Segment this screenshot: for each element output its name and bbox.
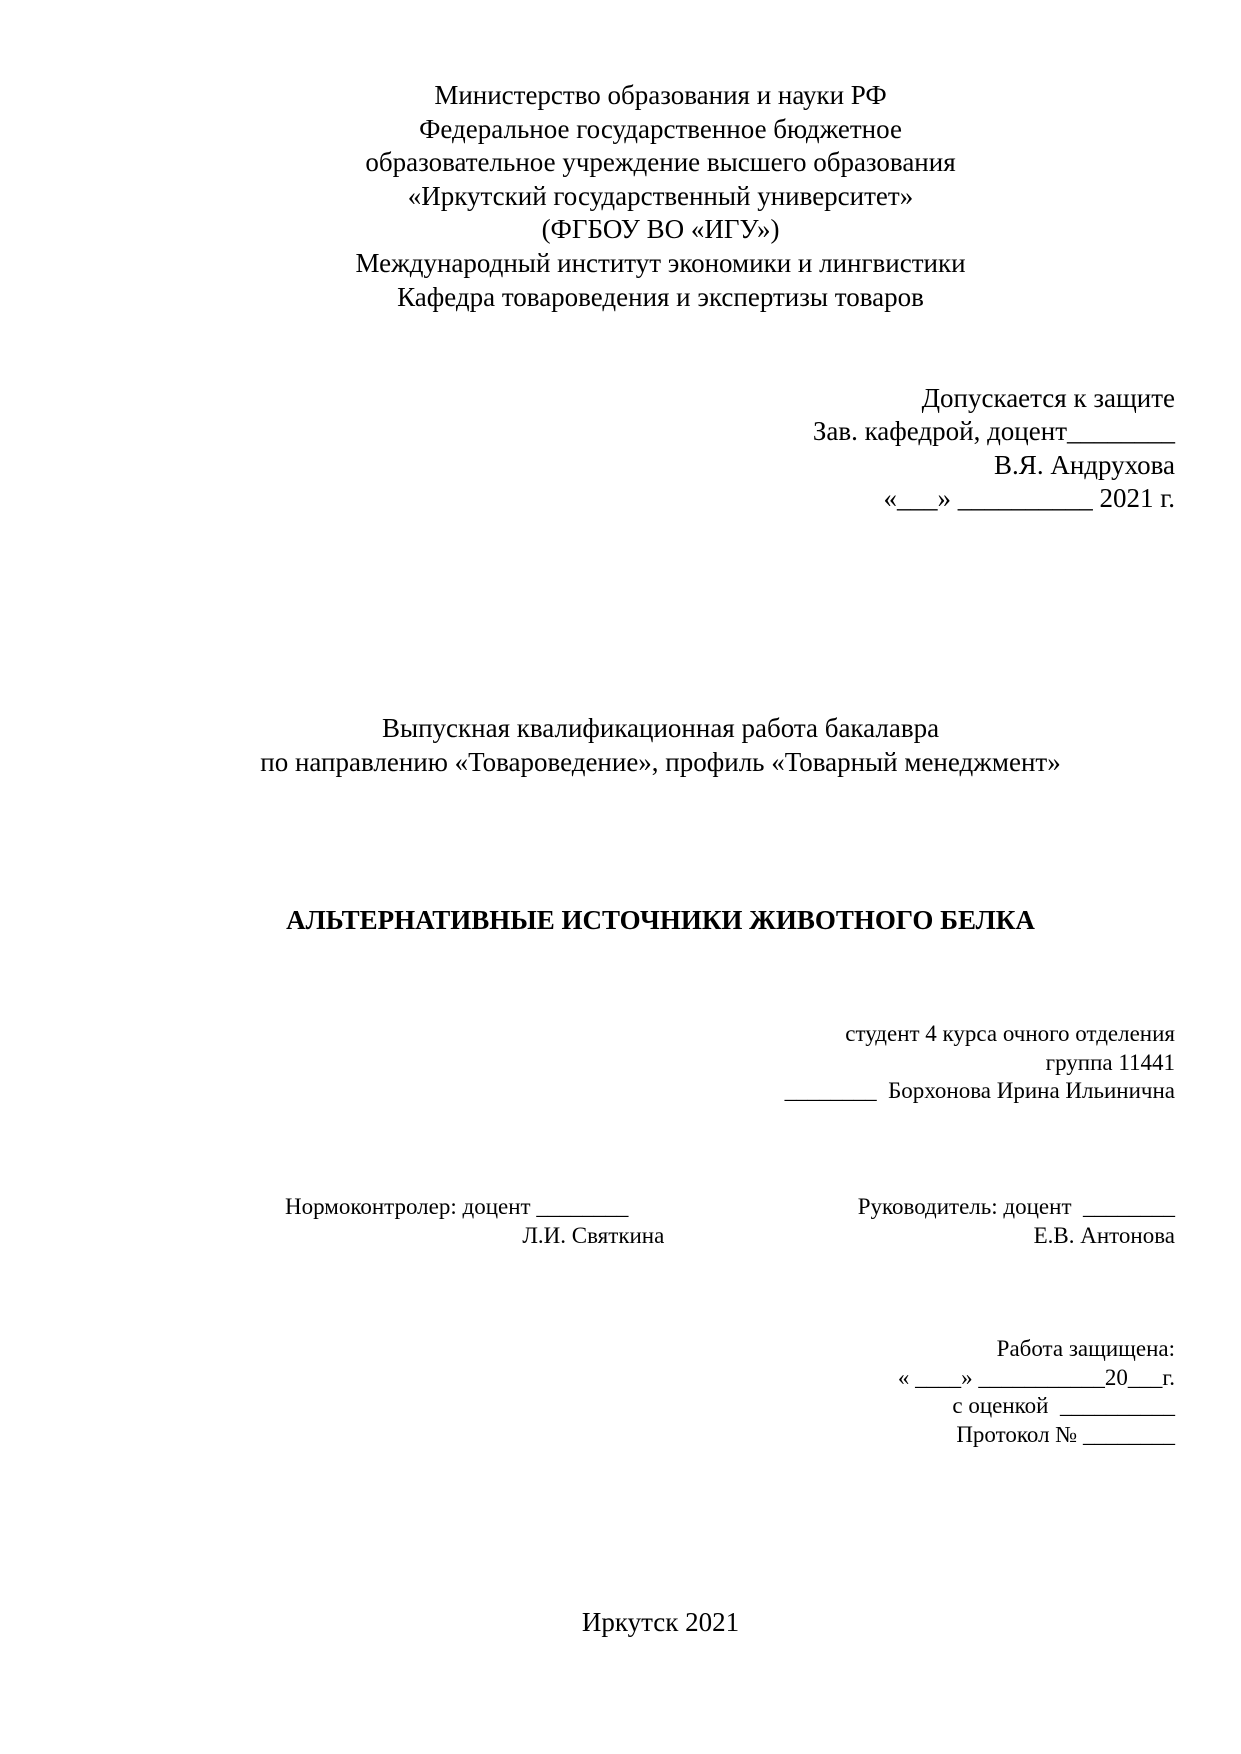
approval-line-head: Зав. кафедрой, доцент________ <box>812 416 1175 447</box>
supervisor-name: Е.В. Антонова <box>1033 1222 1175 1248</box>
defense-line-grade: с оценкой __________ <box>952 1393 1175 1418</box>
norm-controller-role: Нормоконтролер: доцент ________ <box>285 1194 629 1219</box>
norm-controller-block <box>285 1193 665 1250</box>
work-type-block <box>0 712 1241 779</box>
defense-line-date: « ____» ___________20___г. <box>897 1364 1175 1390</box>
approval-block <box>813 382 1175 516</box>
header-line-institution-type: образовательное учреждение высшего образования <box>365 147 956 178</box>
thesis-title: АЛЬТЕРНАТИВНЫЕ ИСТОЧНИКИ ЖИВОТНОГО БЕЛКА <box>286 905 1035 935</box>
approval-line-date: «___» __________ 2021 г. <box>883 483 1175 514</box>
institution-header <box>0 79 1241 314</box>
defense-line-protocol: Протокол № ________ <box>956 1421 1175 1447</box>
header-line-university: «Иркутский государственный университет» <box>407 180 914 211</box>
approval-line-admitted: Допускается к защите <box>921 383 1175 413</box>
header-line-department: Кафедра товароведения и экспертизы товаров <box>397 281 924 312</box>
work-type-line-degree: Выпускная квалификационная работа бакалавра <box>381 713 940 743</box>
header-line-abbreviation: (ФГБОУ ВО «ИГУ») <box>541 214 780 245</box>
city-year-footer <box>0 1605 1241 1639</box>
norm-controller-name: Л.И. Святкина <box>522 1222 665 1248</box>
defense-block <box>898 1335 1175 1449</box>
defense-line-status: Работа защищена: <box>996 1336 1175 1361</box>
student-line-group: группа 11441 <box>1045 1049 1175 1075</box>
supervisor-role: Руководитель: доцент ________ <box>857 1194 1175 1219</box>
footer-city-year: Иркутск 2021 <box>581 1607 740 1637</box>
student-block <box>785 1020 1175 1106</box>
supervisor-block <box>858 1193 1175 1250</box>
student-line-course: студент 4 курса очного отделения <box>845 1021 1175 1046</box>
header-line-federal: Федеральное государственное бюджетное <box>419 113 902 144</box>
approval-line-head-name: В.Я. Андрухова <box>994 449 1175 480</box>
header-line-ministry: Министерство образования и науки РФ <box>434 80 887 110</box>
header-line-institute: Международный институт экономики и лингвистики <box>355 247 966 278</box>
work-type-line-direction: по направлению «Товароведение», профиль «Товарный менеджмент» <box>260 746 1061 777</box>
student-line-name: ________ Борхонова Ирина Ильинична <box>784 1078 1175 1103</box>
